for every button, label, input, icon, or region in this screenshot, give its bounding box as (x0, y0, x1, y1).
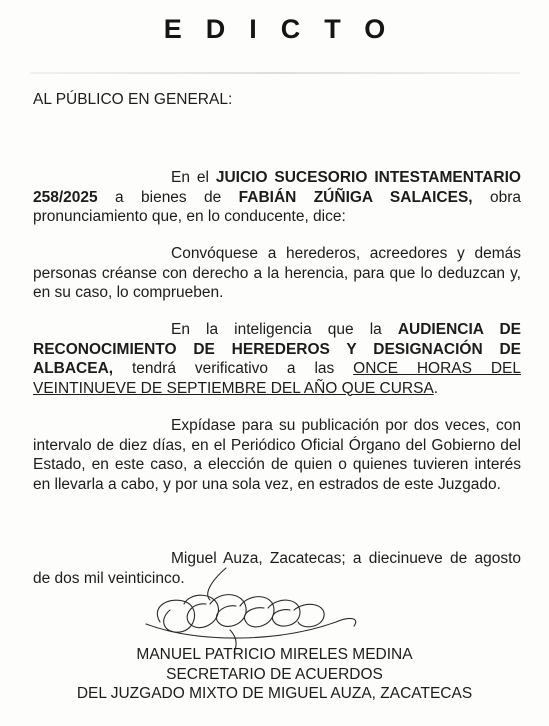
signer-role: SECRETARIO DE ACUERDOS (166, 666, 383, 683)
title-divider (30, 72, 520, 74)
case-connector: a bienes de (97, 188, 239, 206)
signer-court: DEL JUZGADO MIXTO DE MIGUEL AUZA, ZACATECAS (76, 685, 473, 702)
hearing-connector: tendrá verificativo a las (113, 360, 354, 377)
paragraph-publication (33, 416, 521, 494)
hearing-tail: . (433, 379, 439, 397)
place-date-text: Miguel Auza, Zacatecas; a diecinueve de agosto de dos mil veinticinco. (33, 550, 521, 587)
case-tail: obra pronunciamiento que, en lo conducente, dice: (33, 188, 521, 225)
summons-text: Convóquese a herederos, acreedores y demás personas créanse con derecho a la herencia, para que lo deduzcan y, en su caso, lo comprueben. (33, 245, 521, 301)
publication-text: Expídase para su publicación por dos veces, con intervalo de diez días, en el Periódico Oficial Órgano del Gobierno del Estado, en este caso, a elección de quien o quienes tuvieren interés en llevarla a cabo, y por una sola vez, en estrados de este Juzgado. (33, 417, 521, 493)
greeting: AL PÚBLICO EN GENERAL: (33, 91, 233, 108)
hearing-date: ONCE HORAS DEL VEINTINUEVE DE SEPTIEMBRE DEL AÑO QUE CURSA (33, 360, 521, 397)
paragraph-case (33, 168, 521, 227)
signer-name: MANUEL PATRICIO MIRELES MEDINA (136, 646, 413, 663)
case-number: JUICIO SUCESORIO INTESTAMENTARIO 258/2025 (33, 169, 521, 206)
document-title: EDICTO (163, 14, 410, 44)
case-intro: En el (171, 169, 216, 186)
hearing-intro: En la inteligencia que la (171, 321, 398, 338)
deceased-name: FABIÁN ZÚÑIGA SALAICES, (238, 188, 473, 206)
paragraph-hearing (33, 320, 521, 398)
paragraph-summons (33, 244, 521, 303)
hearing-name: AUDIENCIA DE RECONOCIMIENTO DE HEREDEROS Y DESIGNACIÓN DE ALBACEA, (33, 321, 521, 377)
handwritten-signature (140, 560, 380, 655)
